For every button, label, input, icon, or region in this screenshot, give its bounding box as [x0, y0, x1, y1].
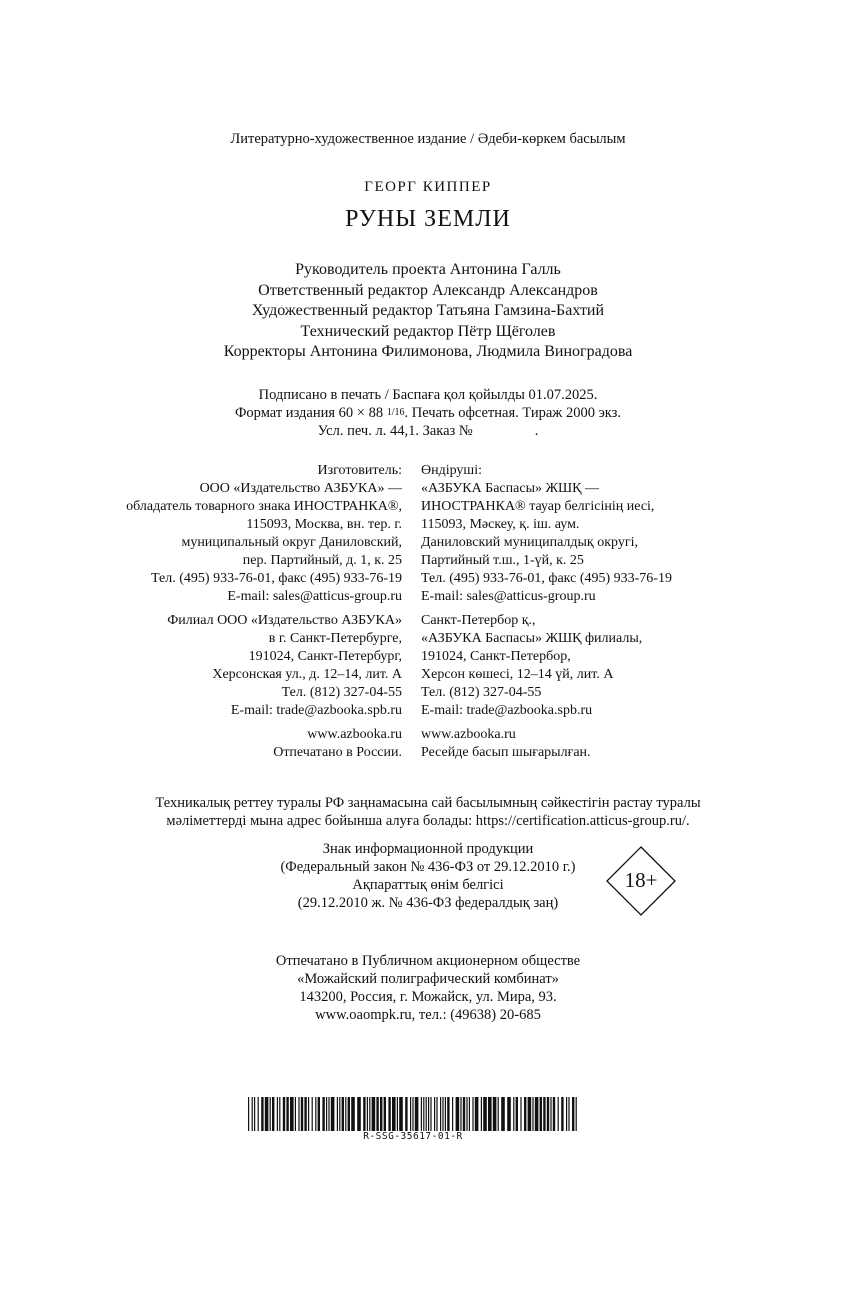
barcode-bar	[488, 1097, 492, 1131]
staff-line: Ответственный редактор Александр Александров	[258, 281, 598, 299]
pub-kz-line: www.azbooka.ru	[421, 727, 516, 742]
age-rating-badge	[606, 846, 676, 916]
pub-ru-line: www.azbooka.ru	[307, 727, 402, 742]
barcode-bar	[566, 1097, 567, 1131]
barcode-bar	[342, 1097, 344, 1131]
barcode-bar	[322, 1097, 324, 1131]
barcode-bar	[399, 1097, 403, 1131]
barcode-bar	[501, 1097, 505, 1131]
book-author: ГЕОРГ КИППЕР	[364, 179, 492, 195]
barcode-bar	[516, 1097, 518, 1131]
barcode-bar	[357, 1097, 361, 1131]
barcode-bar	[434, 1097, 435, 1131]
barcode-bar	[472, 1097, 473, 1131]
pub-kz-line: Тел. (495) 933-76-01, факс (495) 933-76-19	[421, 571, 672, 586]
barcode-bar	[286, 1097, 288, 1131]
barcode-bar	[308, 1097, 309, 1131]
barcode-bar	[254, 1097, 255, 1131]
pub-ru-line: обладатель товарного знака ИНОСТРАНКА®,	[126, 499, 402, 514]
barcode-bar	[351, 1097, 355, 1131]
barcode-bar	[265, 1097, 269, 1131]
pub-ru-line: ООО «Издательство АЗБУКА» —	[199, 481, 402, 496]
barcode-bar	[456, 1097, 460, 1131]
barcode-bar	[380, 1097, 382, 1131]
pub-ru-line: 115093, Москва, вн. тер. г.	[246, 517, 402, 532]
pub-kz-line: Херсон көшесі, 12–14 үй, лит. А	[421, 667, 614, 682]
barcode-bar	[270, 1097, 271, 1131]
barcode-bar	[507, 1097, 511, 1131]
info-mark-line: Ақпараттық өнім белгісі	[352, 877, 504, 893]
barcode-bar	[337, 1097, 338, 1131]
pub-ru-line: Отпечатано в России.	[273, 745, 402, 760]
barcode-bar	[277, 1097, 278, 1131]
barcode-bar	[315, 1097, 316, 1131]
format-fraction: 1/16	[386, 407, 405, 418]
pub-ru-line: E-mail: trade@azbooka.spb.ru	[230, 703, 402, 718]
barcode-bar	[460, 1097, 461, 1131]
barcode-bar	[558, 1097, 559, 1131]
barcode-bar	[367, 1097, 368, 1131]
info-product-mark	[0, 840, 856, 912]
barcode-bar	[568, 1097, 569, 1131]
barcode-bar	[328, 1097, 329, 1131]
barcode-bar	[442, 1097, 443, 1131]
barcode-bar	[318, 1097, 320, 1131]
barcode-bar	[469, 1097, 470, 1131]
barcode-bar	[440, 1097, 441, 1131]
format-suffix: . Печать офсетная. Тираж 2000 экз.	[404, 405, 622, 421]
barcode-bar	[447, 1097, 449, 1131]
barcode-bar	[463, 1097, 465, 1131]
book-title: РУНЫ ЗЕМЛИ	[345, 206, 511, 232]
staff-line: Художественный редактор Татьяна Гамзина-Бахтий	[251, 302, 605, 319]
barcode-bar	[423, 1097, 424, 1131]
pub-ru-line: пер. Партийный, д. 1, к. 25	[242, 553, 402, 568]
barcode-bar	[304, 1097, 306, 1131]
pub-ru-line: Филиал ООО «Издательство АЗБУКА»	[167, 613, 402, 628]
barcode-bar	[372, 1097, 376, 1131]
pub-kz-line: E-mail: trade@azbooka.spb.ru	[421, 703, 593, 718]
staff-line: Корректоры Антонина Филимонова, Людмила Виноградова	[223, 343, 633, 360]
barcode-bar	[345, 1097, 346, 1131]
publisher-ru	[126, 462, 402, 762]
printer-line: www.oaompk.ru, тел.: (49638) 20-685	[315, 1007, 541, 1023]
certification-note	[0, 794, 856, 830]
barcode-bar	[535, 1097, 539, 1131]
barcode-bar	[430, 1097, 431, 1131]
barcode-bar	[283, 1097, 285, 1131]
barcode-bar	[258, 1097, 259, 1131]
barcode-bar	[528, 1097, 532, 1131]
printer-line: 143200, Россия, г. Можайск, ул. Мира, 93.	[299, 989, 557, 1005]
pub-ru-line: муниципальный округ Даниловский,	[181, 535, 402, 550]
barcode-bar	[363, 1097, 365, 1131]
barcode-bar	[576, 1097, 577, 1131]
publisher-kz	[421, 462, 672, 762]
barcode-bar	[384, 1097, 386, 1131]
edition-type: Литературно-художественное издание / Әдеби-көркем басылым	[230, 131, 626, 147]
sheets-end: .	[534, 423, 539, 439]
barcode-bar	[261, 1097, 263, 1131]
pub-ru-line: 191024, Санкт-Петербург,	[248, 649, 402, 664]
pub-kz-line: ИНОСТРАНКА® тауар белгісінің иесі,	[421, 499, 655, 514]
staff-list	[0, 260, 856, 363]
format-line	[0, 404, 856, 422]
barcode-bar	[498, 1097, 499, 1131]
barcode-bar	[532, 1097, 533, 1131]
pub-ru-line: Изготовитель:	[317, 463, 402, 478]
barcode-bar	[421, 1097, 422, 1131]
age-rating-text: 18+	[624, 868, 658, 892]
print-info	[0, 386, 856, 440]
pub-kz-line: Ресейде басып шығарылған.	[421, 745, 591, 760]
barcode-bar	[572, 1097, 574, 1131]
barcode-bar	[553, 1097, 555, 1131]
pub-ru-line: в г. Санкт-Петербурге,	[268, 631, 402, 646]
barcode-bar	[426, 1097, 427, 1131]
barcode-bar	[493, 1097, 497, 1131]
sheets-text: Усл. печ. л. 44,1. Заказ №	[317, 423, 473, 439]
barcode-bar	[475, 1097, 479, 1131]
pub-kz-line: Партийный т.ш., 1-үй, к. 25	[421, 553, 584, 568]
barcode-bar	[547, 1097, 549, 1131]
pub-kz-line: Санкт-Петербор қ.,	[421, 613, 536, 628]
barcode-bar	[436, 1097, 437, 1131]
barcode-bar	[445, 1097, 446, 1131]
barcode-bar	[376, 1097, 378, 1131]
barcode-bar	[312, 1097, 313, 1131]
barcode-bar	[339, 1097, 340, 1131]
pub-kz-line: «АЗБУКА Баспасы» ЖШҚ филиалы,	[421, 631, 643, 646]
barcode-bar	[410, 1097, 411, 1131]
pub-kz-line: Даниловский муниципалдық округі,	[421, 535, 638, 550]
barcode-bar	[252, 1097, 253, 1131]
pub-ru-line: Тел. (812) 327-04-55	[281, 685, 402, 700]
barcode-bar	[326, 1097, 327, 1131]
barcode-bar	[348, 1097, 350, 1131]
barcode-bar	[561, 1097, 563, 1131]
barcode-bar	[452, 1097, 453, 1131]
pub-ru-line: Херсонская ул., д. 12–14, лит. А	[212, 667, 402, 682]
barcode-bar	[295, 1097, 296, 1131]
barcode-bar	[428, 1097, 429, 1131]
barcode-number: R-SSG-35617-01-R	[363, 1131, 463, 1142]
info-mark-line: Знак информационной продукции	[322, 841, 534, 857]
barcode-bar	[369, 1097, 370, 1131]
pub-kz-line: 191024, Санкт-Петербор,	[421, 649, 571, 664]
info-mark-line: (29.12.2010 ж. № 436-ФЗ федералдық заң)	[297, 895, 559, 911]
barcode-bar	[524, 1097, 526, 1131]
barcode-bar	[397, 1097, 398, 1131]
barcode-bar	[540, 1097, 542, 1131]
pub-kz-line: E-mail: sales@atticus-group.ru	[421, 589, 596, 604]
barcode-bar	[272, 1097, 274, 1131]
barcode-bar	[301, 1097, 303, 1131]
barcode-bar	[466, 1097, 467, 1131]
info-mark-line: (Федеральный закон № 436-ФЗ от 29.12.2010 г.)	[280, 859, 576, 875]
pub-ru-line: Тел. (495) 933-76-01, факс (495) 933-76-19	[151, 571, 402, 586]
staff-line: Руководитель проекта Антонина Галль	[295, 261, 561, 278]
barcode-bar	[520, 1097, 521, 1131]
pub-kz-line: Тел. (812) 327-04-55	[421, 685, 542, 700]
sheets-line	[0, 422, 856, 440]
barcode-bar	[279, 1097, 280, 1131]
barcode-bar	[550, 1097, 551, 1131]
barcode-bar	[331, 1097, 335, 1131]
barcode-bar	[483, 1097, 487, 1131]
cert-line: Техникалық реттеу туралы РФ заңнамасына сай басылымның сәйкестігін растау туралы	[155, 795, 701, 811]
pub-ru-line: E-mail: sales@atticus-group.ru	[227, 589, 402, 604]
barcode-icon	[248, 1097, 578, 1131]
barcode-bar	[298, 1097, 299, 1131]
pub-kz-line: 115093, Мәскеу, қ. іш. аум.	[421, 517, 580, 532]
barcode-bar	[248, 1097, 249, 1131]
barcode-bar	[415, 1097, 419, 1131]
format-prefix: Формат издания 60 × 88	[234, 405, 387, 421]
pub-kz-line: Өндіруші:	[421, 463, 482, 478]
printer-line: Отпечатано в Публичном акционерном обществе	[275, 953, 581, 969]
pub-kz-line: «АЗБУКА Баспасы» ЖШҚ —	[421, 481, 599, 496]
barcode-bar	[392, 1097, 396, 1131]
barcode-bar	[290, 1097, 294, 1131]
signed-line: Подписано в печать / Баспаға қол қойылды 01.07.2025.	[258, 387, 598, 403]
barcode-bar	[481, 1097, 482, 1131]
barcode-bar	[388, 1097, 390, 1131]
barcode-bar	[412, 1097, 413, 1131]
printer-line: «Можайский полиграфический комбинат»	[297, 971, 559, 987]
printer-info	[0, 952, 856, 1024]
barcode-bar	[405, 1097, 407, 1131]
barcode-bar	[543, 1097, 545, 1131]
barcode-bar	[513, 1097, 514, 1131]
staff-line: Технический редактор Пётр Щёголев	[300, 322, 556, 340]
cert-line: мәліметтерді мына адрес бойынша алуға болады: https://certification.atticus-group.ru/.	[166, 813, 690, 829]
